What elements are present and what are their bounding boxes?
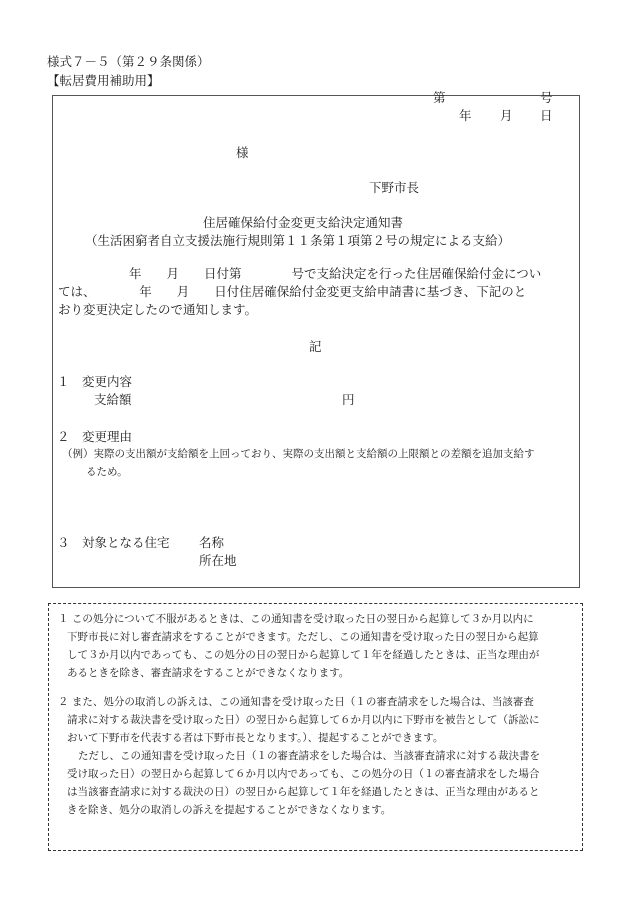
doc-number-suffix: 号 — [540, 90, 553, 105]
form-number: 様式７－５（第２９条関係） — [47, 54, 210, 69]
date-day: 日 — [540, 108, 553, 123]
date-month: 月 — [500, 108, 513, 123]
notice-line: あるときを除き、審査請求をすることができなくなります。 — [67, 667, 350, 679]
appeal-notice-paragraph-2 — [58, 693, 540, 819]
notice-line: 請求に対する裁決書を受け取った日）の翌日から起算して６か月以内に下野市を被告として（訴訟に — [67, 714, 540, 726]
notice-line: おいて下野市を代表する者は下野市長となります。）、提起することができます。 — [67, 732, 444, 744]
intro-line: 年 月 日付第 号で支給決定を行った住居確保給付金につい — [129, 266, 542, 281]
section3-title: ３ 対象となる住宅 — [57, 535, 170, 550]
section1-item: 支給額 — [94, 392, 132, 407]
notice-line: ただし、この通知書を受け取った日（１の審査請求をした場合は、当該審査請求に対する裁決書を — [78, 750, 540, 762]
section2-example-line: （例）実際の支出額が支給額を上回っており、実際の支出額と支給額の上限額との差額を追加支給す — [62, 448, 535, 460]
section2-example-line: るため。 — [86, 466, 128, 478]
notice-line: ２ また、処分の取消しの訴えは、この通知書を受け取った日（１の審査請求をした場合は、当該審査 — [58, 696, 534, 708]
section2-title: ２ 変更理由 — [57, 429, 133, 444]
section1-unit: 円 — [342, 392, 355, 407]
section1-title: １ 変更内容 — [57, 374, 133, 389]
intro-line: ては、 年 月 日付住居確保給付金変更支給申請書に基づき、下記のと — [58, 284, 527, 299]
form-type-label: 【転居費用補助用】 — [47, 73, 160, 88]
date-year: 年 — [459, 108, 472, 123]
notice-line: して３か月以内であっても、この処分の日の翌日から起算して１年を経過したときは、正当な理由が — [67, 649, 540, 661]
ki-mark: 記 — [309, 339, 322, 354]
notice-line: きを除き、処分の取消しの訴えを提起することができなくなります。 — [67, 804, 392, 816]
section3-name-label: 名称 — [199, 535, 225, 550]
notice-line: は当該審査請求に対する裁決の日）の翌日から起算して１年を経過したときは、正当な理由があると — [67, 786, 540, 798]
notice-line: 下野市長に対し審査請求をすることができます。ただし、この通知書を受け取った日の翌日から起算 — [67, 631, 539, 643]
notice-line: 受け取った日）の翌日から起算して６か月以内であっても、この処分の日（１の審査請求をした場合 — [67, 768, 540, 780]
document-title: 住居確保給付金変更支給決定通知書 — [203, 215, 404, 230]
addressee-suffix: 様 — [236, 145, 249, 160]
appeal-notice-paragraph-1 — [58, 610, 539, 682]
document-subtitle: （生活困窮者自立支援法施行規則第１１条第１項第２号の規定による支給） — [85, 233, 511, 248]
intro-line: おり変更決定したので通知します。 — [58, 302, 258, 317]
notice-line: １ この処分について不服があるときは、この通知書を受け取った日の翌日から起算して３か月以内に — [58, 613, 534, 625]
issuer: 下野市長 — [369, 180, 420, 195]
section3-address-label: 所在地 — [199, 553, 237, 568]
doc-number-prefix: 第 — [433, 90, 446, 105]
intro-paragraph — [58, 265, 541, 319]
